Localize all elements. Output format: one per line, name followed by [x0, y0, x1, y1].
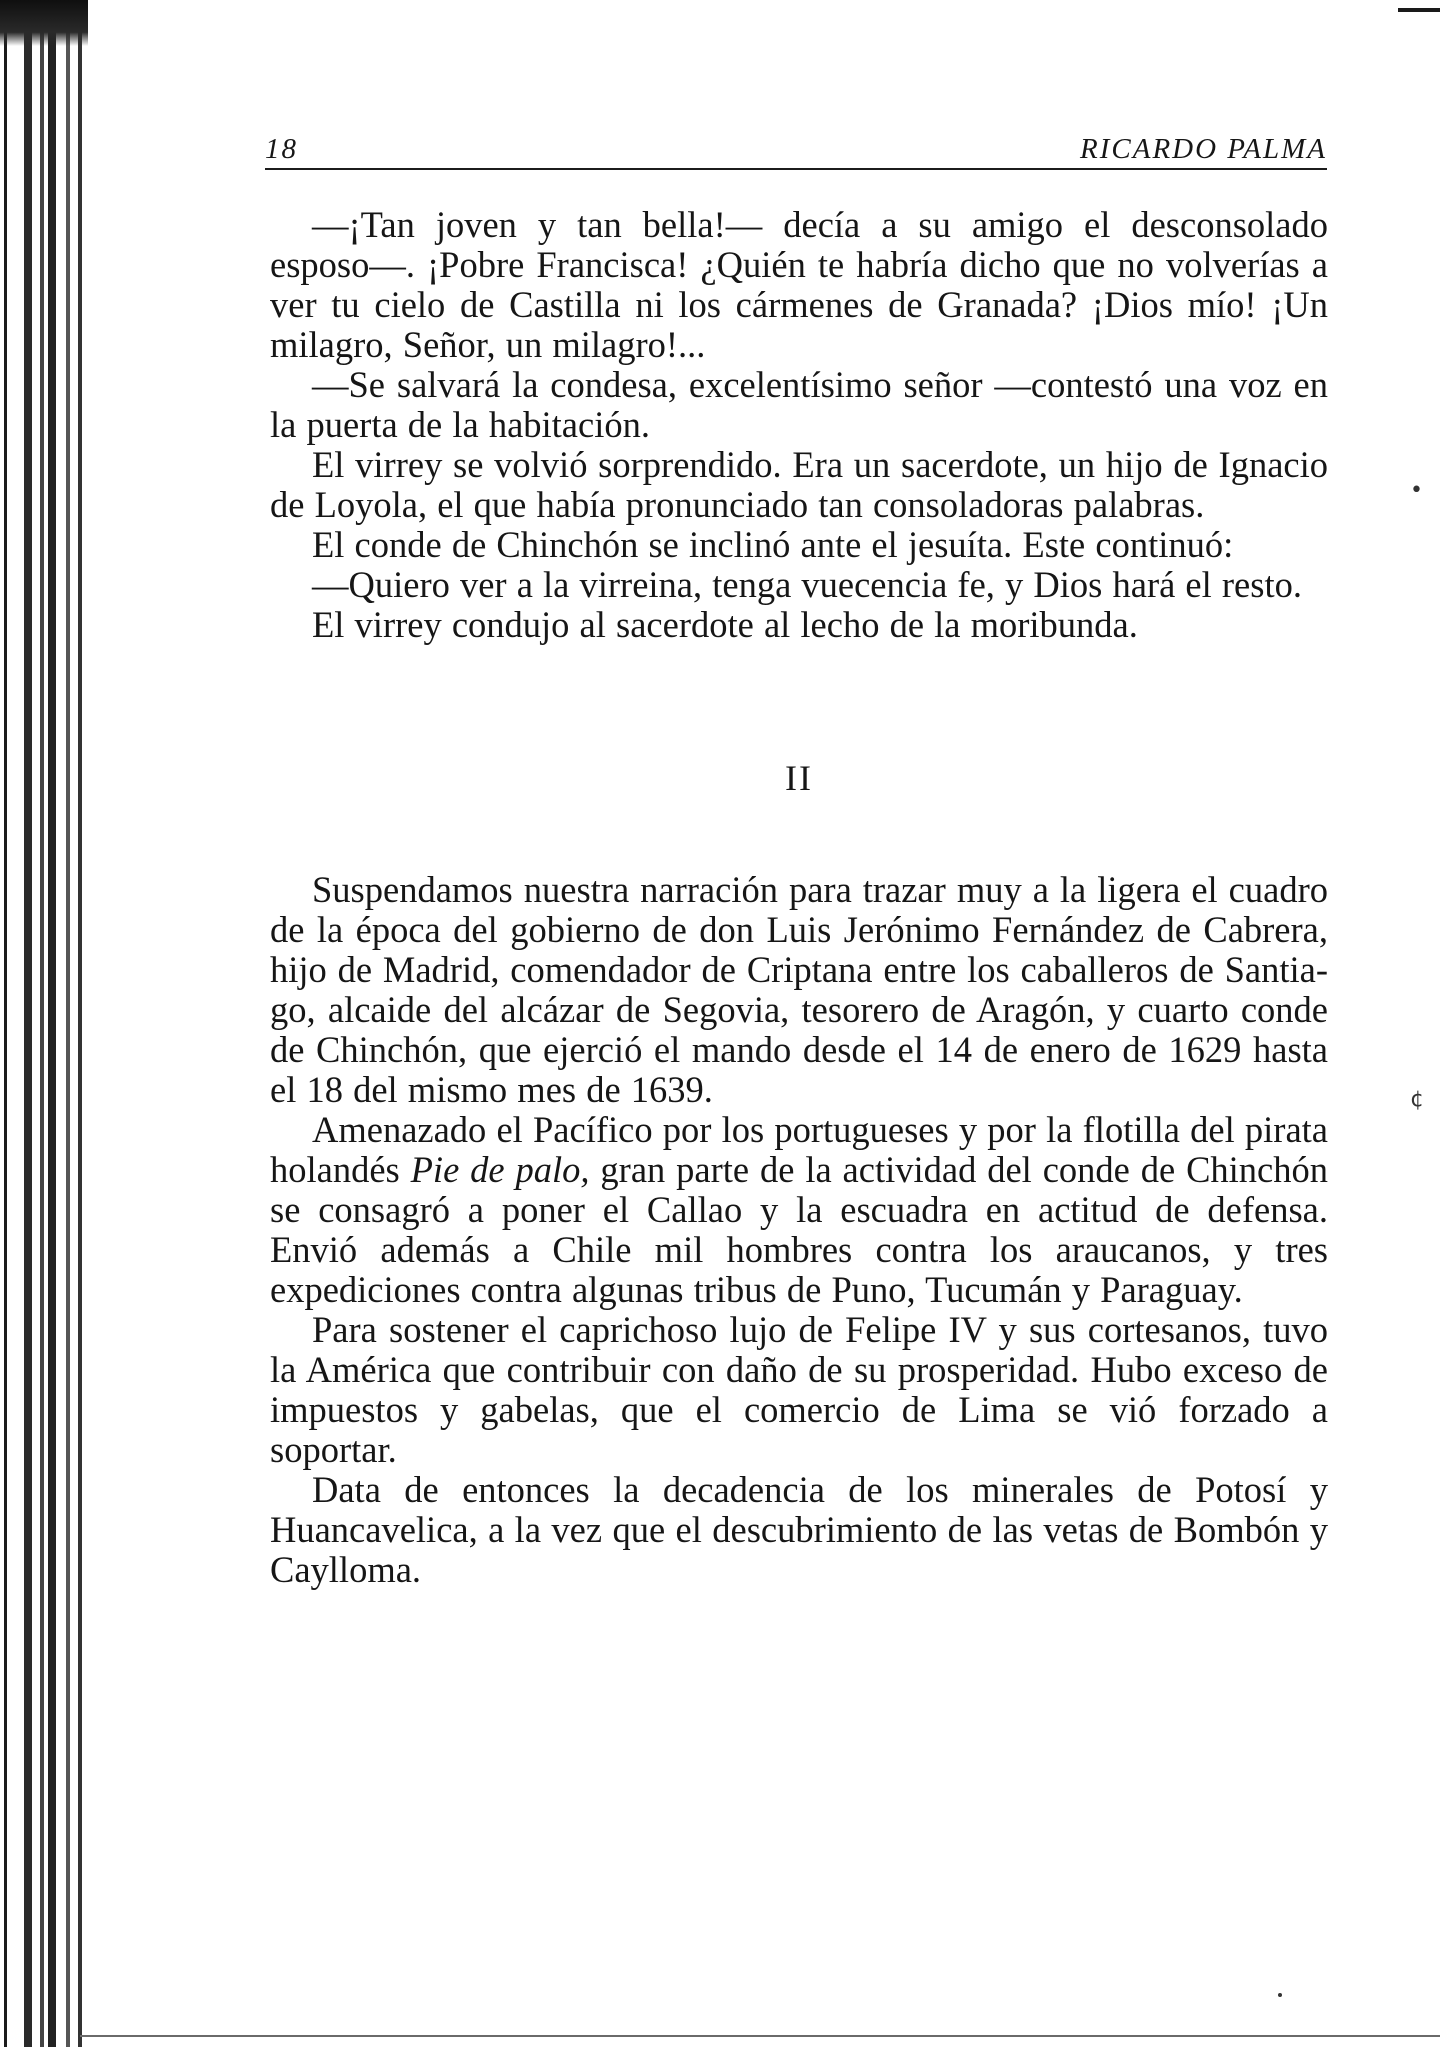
body-paragraph: El virrey condujo al sacerdote al lecho de la moribunda.	[312, 604, 1138, 645]
body-paragraph: Data de entonces la decadencia de los minerales de Potosí y Huancavelica, a la vez que el descubrimiento de las vetas de Bombón y Caylloma.	[270, 1469, 1328, 1590]
body-paragraph: El conde de Chinchón se inclinó ante el jesuíta. Este continuó:	[312, 524, 1234, 565]
corner-scan-mark	[1398, 8, 1440, 12]
running-title: RICARDO PALMA	[1080, 133, 1327, 165]
body-paragraph: —¡Tan joven y tan bella!— decía a su amigo el desconsolado esposo—. ¡Pobre Francisca! ¿Quién te habría dicho que no volverías a ver tu cielo de Castilla ni los cármenes de Granada? ¡Dios mío! ¡Un milagro, Señor, un milagro!...	[270, 204, 1328, 365]
scan-dot	[1278, 1993, 1282, 1997]
section-heading: II	[785, 758, 813, 798]
spine-top-shadow	[0, 0, 88, 46]
bottom-edge-line	[80, 2035, 1440, 2037]
ship-name-italic: Pie de palo,	[410, 1149, 590, 1190]
page-body	[270, 205, 1328, 1590]
body-paragraph: —Quiero ver a la virreina, tenga vuecencia fe, y Dios hará el resto.	[312, 564, 1302, 605]
margin-speck: ¢	[1410, 1087, 1424, 1112]
page-number: 18	[265, 133, 298, 165]
margin-speck: •	[1410, 478, 1423, 503]
body-paragraph: —Se salvará la condesa, excelentísimo señor —contestó una voz en la puerta de la habitación.	[270, 364, 1328, 445]
body-paragraph: Para sostener el caprichoso lujo de Felipe IV y sus cortesanos, tuvo la América que contribuir con daño de su prosperidad. Hubo exceso de impuestos y gabelas, que el comercio de Lima se vió forzado a soportar.	[270, 1309, 1328, 1470]
body-paragraph	[270, 1110, 1328, 1310]
body-paragraph: Suspendamos nuestra narración para trazar muy a la ligera el cuadro de la época del gobierno de don Luis Jerónimo Fernández de Cabrera, hijo de Madrid, comendador de Criptana entre los caballeros de Santiago, alcaide del alcázar de Segovia, tesorero de Aragón, y cuarto conde de Chinchón, que ejerció el mando desde el 14 de enero de 1629 hasta el 18 del mismo mes de 1639.	[270, 869, 1328, 1110]
book-spine-shadow	[0, 0, 90, 2047]
paragraph-text: Amenazado el Pacífico por los portugueses y por la flotilla del pirata holandés	[270, 1109, 1328, 1190]
page-header	[265, 128, 1327, 170]
body-paragraph: El virrey se volvió sorprendido. Era un sacerdote, un hijo de Ignacio de Loyola, el que había pronunciado tan consoladoras palabras.	[270, 444, 1328, 525]
paragraph-text: gran parte de la actividad del conde de Chinchón se consagró a poner el Callao y la escuadra en actitud de defensa. Envió además a Chile mil hombres contra los araucanos, y tres expediciones contra algunas tribus de Puno, Tucumán y Paraguay.	[270, 1149, 1329, 1310]
